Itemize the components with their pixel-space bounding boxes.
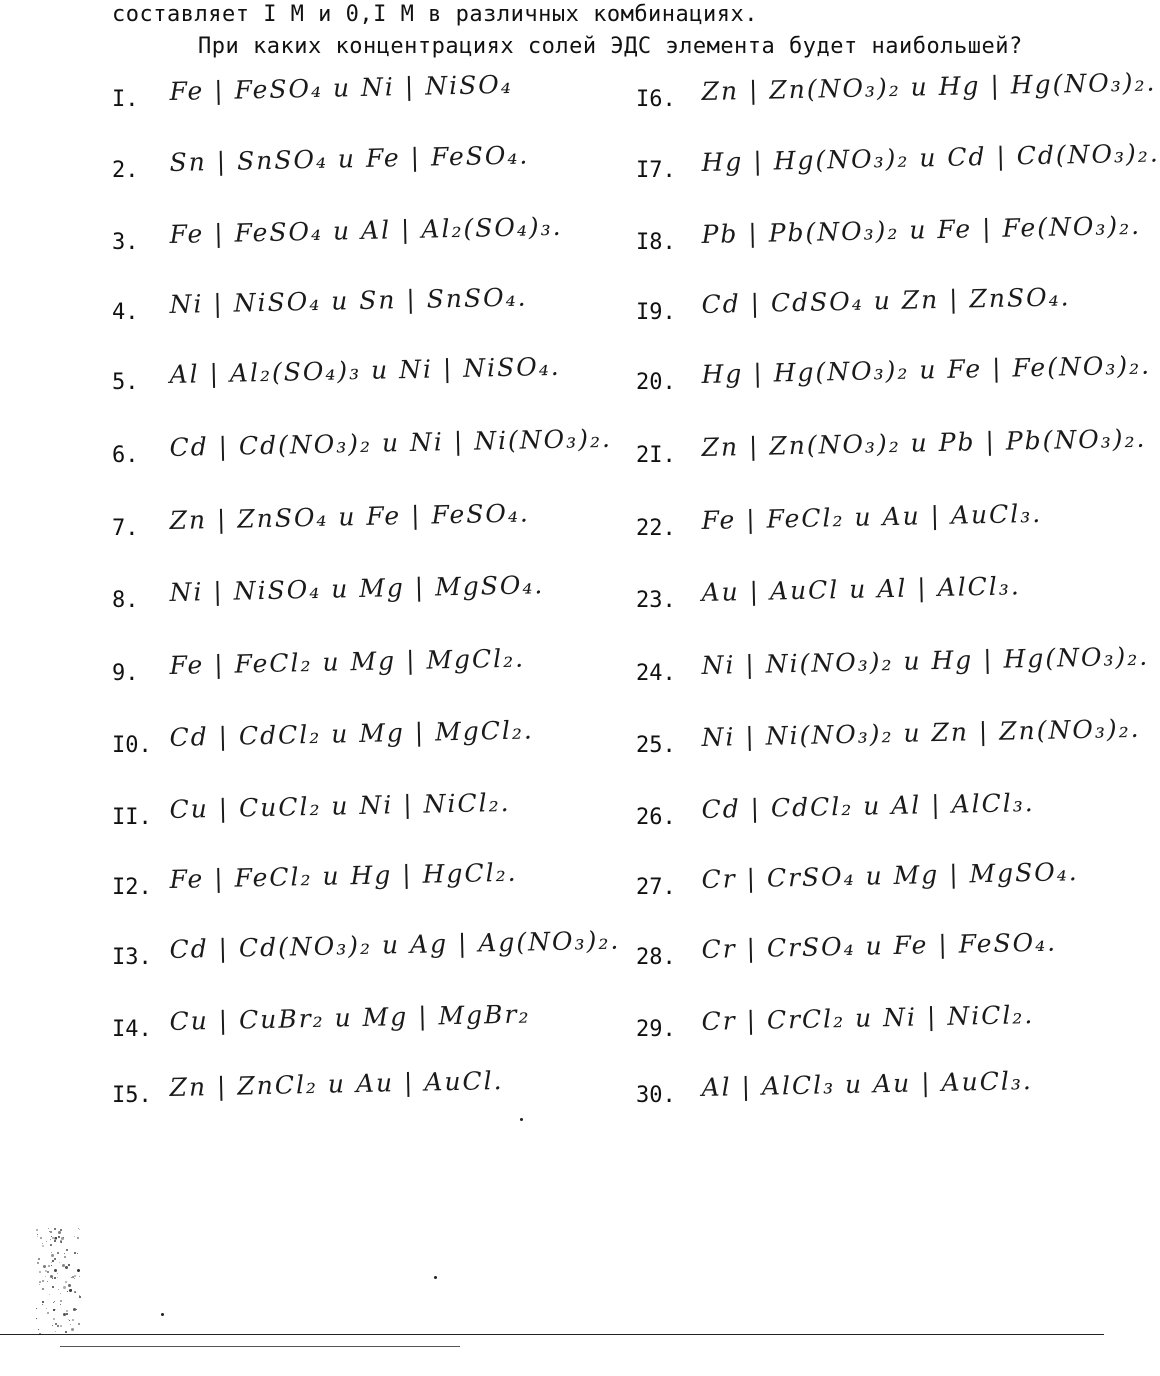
speckle-dot bbox=[54, 1277, 56, 1279]
problem-number: 9. bbox=[112, 661, 139, 686]
problem-number: 5. bbox=[112, 370, 139, 395]
speckle-dot bbox=[42, 1243, 43, 1244]
speckle-dot bbox=[56, 1238, 57, 1239]
speckle-dot bbox=[50, 1231, 52, 1233]
problem-formula: Cr | CrSO₄ и Mg | MgSO₄. bbox=[701, 857, 1079, 895]
speckle-dot bbox=[74, 1236, 75, 1237]
problem-formula: Fe | FeSO₄ и Al | Al₂(SO₄)₃. bbox=[169, 211, 563, 250]
speckle-dot bbox=[60, 1300, 62, 1302]
speckle-dot bbox=[60, 1229, 62, 1231]
problem-item bbox=[112, 999, 531, 1044]
problem-formula: Fe | FeSO₄ и Ni | NiSO₄ bbox=[169, 69, 513, 107]
problem-item bbox=[636, 423, 1147, 470]
question-text: При каких концентрациях солей ЭДС элемента будет наибольшей? bbox=[198, 34, 1023, 59]
problem-item bbox=[112, 69, 513, 114]
problem-formula: Zn | ZnSO₄ и Fe | FeSO₄. bbox=[169, 498, 531, 536]
speckle-dot bbox=[52, 1286, 54, 1288]
problem-formula: Zn | Zn(NO₃)₂ и Pb | Pb(NO₃)₂. bbox=[701, 423, 1147, 463]
speckle-dot bbox=[42, 1245, 44, 1247]
problem-item bbox=[112, 423, 613, 470]
problem-item bbox=[636, 788, 1035, 832]
problem-formula: Fe | FeCl₂ и Mg | MgCl₂. bbox=[169, 643, 526, 681]
speckle-dot bbox=[37, 1236, 38, 1237]
speckle-dot bbox=[68, 1264, 70, 1266]
speckle-dot bbox=[51, 1265, 52, 1266]
problem-item bbox=[636, 571, 1022, 615]
speckle-dot bbox=[65, 1331, 67, 1333]
problem-number: I. bbox=[112, 87, 139, 112]
problem-item bbox=[636, 138, 1160, 185]
speckle-dot bbox=[42, 1288, 44, 1290]
speckle-dot bbox=[60, 1293, 61, 1294]
scan-noise-mark bbox=[36, 1228, 84, 1340]
speckle-dot bbox=[66, 1313, 68, 1315]
speckle-dot bbox=[79, 1276, 80, 1277]
problem-number: I7. bbox=[636, 158, 676, 183]
problem-item bbox=[636, 350, 1152, 397]
speckle-dot bbox=[67, 1291, 68, 1292]
speckle-dot bbox=[38, 1329, 39, 1330]
speckle-dot bbox=[63, 1286, 66, 1289]
speckle-dot bbox=[52, 1325, 53, 1326]
problem-item bbox=[636, 282, 1071, 327]
speckle-dot bbox=[520, 1118, 523, 1121]
speckle-dot bbox=[55, 1331, 56, 1332]
problem-formula: Au | AuCl и Al | AlCl₃. bbox=[701, 571, 1022, 608]
problem-number: 25. bbox=[636, 733, 676, 758]
speckle-dot bbox=[42, 1301, 44, 1303]
speckle-dot bbox=[65, 1266, 68, 1269]
speckle-dot bbox=[43, 1265, 46, 1268]
speckle-dot bbox=[49, 1294, 50, 1295]
speckle-dot bbox=[58, 1236, 60, 1238]
problem-item bbox=[112, 1066, 504, 1110]
problem-number: 20. bbox=[636, 370, 676, 395]
problem-number: I5. bbox=[112, 1083, 152, 1108]
problem-item bbox=[112, 787, 511, 832]
speckle-dot bbox=[71, 1328, 74, 1331]
problem-formula: Hg | Hg(NO₃)₂ и Cd | Cd(NO₃)₂. bbox=[701, 138, 1160, 178]
speckle-dot bbox=[74, 1252, 76, 1254]
problem-item bbox=[636, 641, 1150, 688]
speckle-dot bbox=[74, 1275, 76, 1277]
problem-number: 2I. bbox=[636, 443, 676, 468]
problem-number: 6. bbox=[112, 443, 139, 468]
problem-item bbox=[112, 140, 530, 185]
speckle-dot bbox=[53, 1318, 55, 1320]
problem-number: 24. bbox=[636, 661, 676, 686]
problem-formula: Cd | CdCl₂ и Mg | MgCl₂. bbox=[169, 715, 535, 753]
speckle-dot bbox=[39, 1281, 41, 1283]
problem-formula: Cu | CuCl₂ и Ni | NiCl₂. bbox=[169, 787, 511, 825]
problem-formula: Cd | CdSO₄ и Zn | ZnSO₄. bbox=[701, 282, 1071, 320]
problem-number: I3. bbox=[112, 945, 152, 970]
intro-text: составляет I M и 0,I M в различных комбинациях. bbox=[112, 2, 759, 27]
problem-number: 22. bbox=[636, 516, 676, 541]
speckle-dot bbox=[57, 1277, 58, 1278]
problem-number: 4. bbox=[112, 300, 139, 325]
speckle-dot bbox=[53, 1302, 54, 1303]
speckle-dot bbox=[72, 1319, 74, 1321]
speckle-dot bbox=[63, 1313, 66, 1316]
problem-formula: Al | AlCl₃ и Au | AuCl₃. bbox=[701, 1066, 1034, 1103]
speckle-dot bbox=[39, 1271, 41, 1273]
speckle-dot bbox=[68, 1284, 71, 1287]
problem-formula: Cu | CuBr₂ и Mg | MgBr₂ bbox=[169, 999, 531, 1037]
speckle-dot bbox=[75, 1292, 76, 1293]
speckle-dot bbox=[65, 1281, 67, 1283]
speckle-dot bbox=[60, 1304, 61, 1305]
speckle-dot bbox=[79, 1229, 80, 1230]
speckle-dot bbox=[54, 1269, 57, 1272]
problem-number: 26. bbox=[636, 805, 676, 830]
problem-item bbox=[112, 715, 535, 760]
problem-item bbox=[112, 282, 528, 327]
speckle-dot bbox=[57, 1252, 59, 1254]
problem-formula: Al | Al₂(SO₄)₃ и Ni | NiSO₄. bbox=[169, 351, 562, 390]
speckle-dot bbox=[42, 1280, 44, 1282]
problem-item bbox=[636, 67, 1157, 114]
speckle-dot bbox=[77, 1269, 80, 1272]
speckle-dot bbox=[74, 1278, 75, 1279]
problem-formula: Ni | Ni(NO₃)₂ и Zn | Zn(NO₃)₂. bbox=[701, 713, 1141, 753]
problem-number: 27. bbox=[636, 875, 676, 900]
problem-item bbox=[636, 927, 1058, 972]
speckle-dot bbox=[47, 1312, 49, 1314]
problem-number: 8. bbox=[112, 588, 139, 613]
speckle-dot bbox=[77, 1237, 79, 1239]
speckle-dot bbox=[36, 1318, 37, 1319]
speckle-dot bbox=[70, 1324, 71, 1325]
problem-item bbox=[112, 925, 621, 972]
speckle-dot bbox=[64, 1253, 65, 1254]
speckle-dot bbox=[77, 1253, 78, 1254]
problem-number: 7. bbox=[112, 516, 139, 541]
speckle-dot bbox=[58, 1231, 61, 1234]
speckle-dot bbox=[50, 1244, 52, 1246]
speckle-dot bbox=[71, 1277, 72, 1278]
problem-item bbox=[112, 643, 526, 688]
problem-formula: Cd | Cd(NO₃)₂ и Ni | Ni(NO₃)₂. bbox=[169, 423, 613, 463]
problem-formula: Sn | SnSO₄ и Fe | FeSO₄. bbox=[169, 140, 530, 178]
page-bottom-rule-secondary bbox=[60, 1346, 460, 1347]
problem-number: 30. bbox=[636, 1083, 676, 1108]
problem-item bbox=[636, 857, 1079, 902]
problem-item bbox=[636, 1066, 1034, 1110]
problem-item bbox=[636, 210, 1142, 257]
speckle-dot bbox=[58, 1289, 59, 1290]
problem-formula: Fe | FeCl₂ и Au | AuCl₃. bbox=[701, 498, 1043, 536]
speckle-dot bbox=[60, 1325, 62, 1327]
problem-item bbox=[112, 857, 518, 902]
speckle-dot bbox=[40, 1237, 42, 1239]
speckle-dot bbox=[36, 1229, 38, 1231]
problem-formula: Cd | Cd(NO₃)₂ и Ag | Ag(NO₃)₂. bbox=[169, 925, 621, 965]
speckle-dot bbox=[57, 1273, 58, 1274]
speckle-dot bbox=[42, 1304, 43, 1305]
speckle-dot bbox=[39, 1284, 40, 1285]
problem-item bbox=[636, 1000, 1035, 1044]
speckle-dot bbox=[79, 1296, 81, 1298]
speckle-dot bbox=[71, 1289, 72, 1290]
speckle-dot bbox=[46, 1308, 47, 1309]
speckle-dot bbox=[79, 1295, 80, 1296]
speckle-dot bbox=[45, 1276, 46, 1277]
speckle-dot bbox=[55, 1309, 56, 1310]
speckle-dot bbox=[47, 1271, 49, 1273]
speckle-dot bbox=[36, 1308, 37, 1309]
problem-number: I6. bbox=[636, 87, 676, 112]
speckle-dot bbox=[50, 1239, 51, 1240]
speckle-dot bbox=[76, 1309, 77, 1310]
problem-number: 23. bbox=[636, 588, 676, 613]
problem-formula: Hg | Hg(NO₃)₂ и Fe | Fe(NO₃)₂. bbox=[701, 350, 1152, 390]
problem-item bbox=[112, 498, 531, 543]
speckle-dot bbox=[54, 1258, 56, 1260]
speckle-dot bbox=[66, 1310, 68, 1312]
speckle-dot bbox=[54, 1240, 56, 1242]
problem-formula: Zn | Zn(NO₃)₂ и Hg | Hg(NO₃)₂. bbox=[701, 67, 1157, 107]
speckle-dot bbox=[37, 1234, 38, 1235]
problem-item bbox=[112, 351, 562, 397]
problem-item bbox=[636, 713, 1141, 760]
problem-number: I9. bbox=[636, 300, 676, 325]
problem-formula: Ni | NiSO₄ и Sn | SnSO₄. bbox=[169, 282, 528, 320]
problem-number: II. bbox=[112, 805, 152, 830]
speckle-dot bbox=[46, 1241, 47, 1242]
speckle-dot bbox=[47, 1281, 48, 1282]
speckle-dot bbox=[52, 1260, 54, 1262]
speckle-dot bbox=[66, 1249, 68, 1251]
problem-number: I2. bbox=[112, 875, 152, 900]
problem-number: 28. bbox=[636, 945, 676, 970]
problem-formula: Fe | FeCl₂ и Hg | HgCl₂. bbox=[169, 857, 518, 895]
problem-formula: Ni | NiSO₄ и Mg | MgSO₄. bbox=[169, 570, 545, 608]
problem-formula: Cd | CdCl₂ и Al | AlCl₃. bbox=[701, 788, 1035, 825]
problem-formula: Cr | CrSO₄ и Fe | FeSO₄. bbox=[701, 927, 1058, 965]
speckle-dot bbox=[68, 1319, 69, 1320]
problem-number: 29. bbox=[636, 1017, 676, 1042]
speckle-dot bbox=[51, 1252, 52, 1253]
speckle-dot bbox=[51, 1262, 52, 1263]
speckle-dot bbox=[48, 1228, 49, 1229]
problem-formula: Zn | ZnCl₂ и Au | AuCl. bbox=[169, 1066, 504, 1103]
problem-number: I0. bbox=[112, 733, 152, 758]
page-bottom-rule bbox=[0, 1334, 1104, 1335]
speckle-dot bbox=[64, 1256, 66, 1258]
speckle-dot bbox=[38, 1258, 40, 1260]
speckle-dot bbox=[55, 1323, 57, 1325]
speckle-dot bbox=[69, 1320, 70, 1321]
speckle-dot bbox=[78, 1323, 80, 1325]
speckle-dot bbox=[52, 1278, 53, 1279]
speckle-dot bbox=[52, 1237, 54, 1239]
problem-formula: Pb | Pb(NO₃)₂ и Fe | Fe(NO₃)₂. bbox=[701, 210, 1142, 250]
problem-formula: Cr | CrCl₂ и Ni | NiCl₂. bbox=[701, 1000, 1035, 1037]
problem-number: 3. bbox=[112, 230, 139, 255]
speckle-dot bbox=[434, 1276, 437, 1279]
speckle-dot bbox=[48, 1265, 50, 1267]
problem-formula: Ni | Ni(NO₃)₂ и Hg | Hg(NO₃)₂. bbox=[701, 641, 1150, 681]
problem-item bbox=[112, 211, 563, 257]
speckle-dot bbox=[37, 1262, 39, 1264]
speckle-dot bbox=[54, 1301, 55, 1302]
speckle-dot bbox=[59, 1262, 60, 1263]
speckle-dot bbox=[54, 1228, 56, 1230]
speckle-dot bbox=[161, 1313, 164, 1316]
problem-item bbox=[112, 570, 545, 615]
problem-number: 2. bbox=[112, 158, 139, 183]
speckle-dot bbox=[45, 1270, 47, 1272]
speckle-dot bbox=[60, 1241, 62, 1243]
speckle-dot bbox=[57, 1325, 59, 1327]
speckle-dot bbox=[51, 1254, 54, 1257]
problem-item bbox=[636, 498, 1043, 543]
speckle-dot bbox=[39, 1333, 41, 1335]
speckle-dot bbox=[63, 1237, 64, 1238]
problem-number: I8. bbox=[636, 230, 676, 255]
problem-number: I4. bbox=[112, 1017, 152, 1042]
